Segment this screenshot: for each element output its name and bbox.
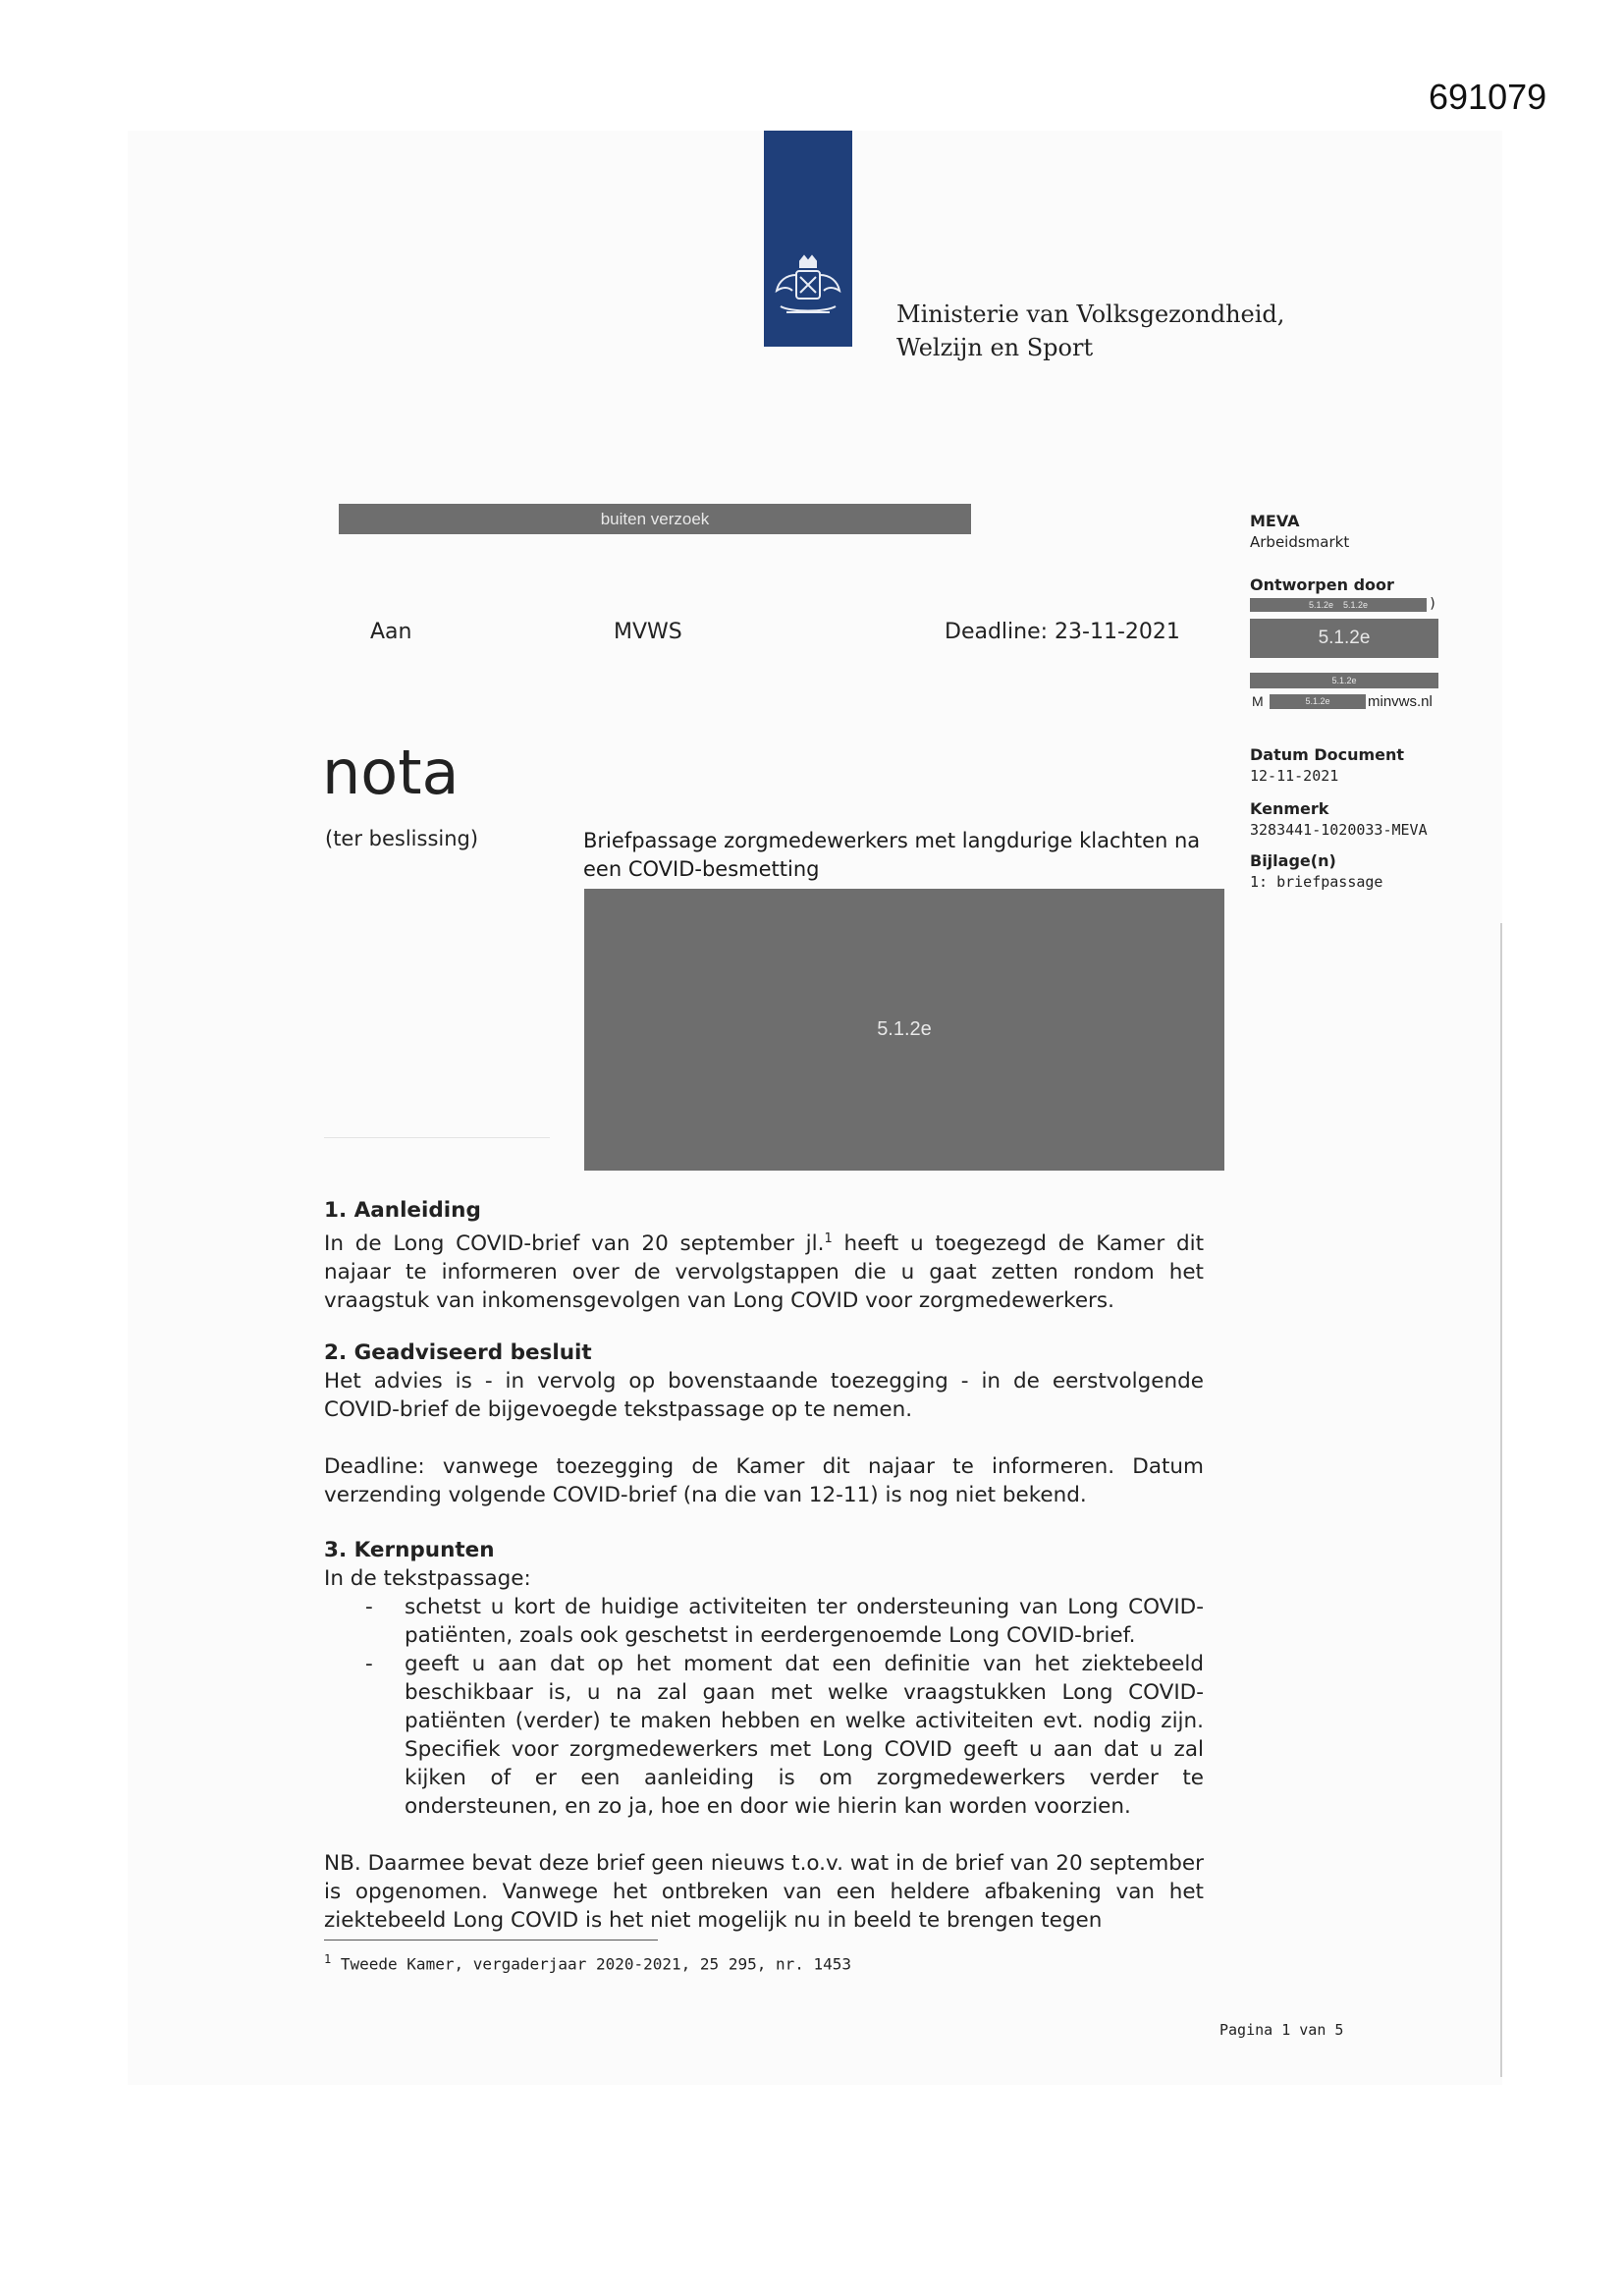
ministry-line-1: Ministerie van Volksgezondheid,	[896, 301, 1285, 328]
list-item: - geeft u aan dat op het moment dat een definitie van het ziektebeeld beschikbaar is, u na zal gaan met welke vraagstukken Long COVID-patiënten (verder) te maken hebben en welke activiteiten evt. nodig zijn. Specifiek voor zorgmedewerkers met Long COVID geeft u aan dat u zal kijken of er een aanleiding is om zorgmedewerkers verder te ondersteunen, en zo ja, hoe en door wie hierin kan worden voorzien.	[324, 1650, 1204, 1821]
aan-value: MVWS	[614, 620, 682, 644]
sidebar-paren: )	[1429, 596, 1437, 612]
document-number: 691079	[1429, 77, 1547, 117]
section-2-heading: 2. Geadviseerd besluit	[324, 1340, 592, 1365]
deadline: Deadline: 23-11-2021	[945, 620, 1180, 644]
section-2-paragraph-2: Deadline: vanwege toezegging de Kamer dit najaar te informeren. Datum verzending volgende COVID-brief (na die van 12-11) is nog niet bekend.	[324, 1454, 1204, 1507]
redaction-block: 5.1.2e	[584, 889, 1224, 1171]
sidebar-email-prefix: M	[1252, 693, 1264, 709]
sidebar-datum-label: Datum Document	[1250, 745, 1405, 764]
royal-crest-icon	[767, 253, 849, 328]
document-type: (ter beslissing)	[325, 827, 479, 850]
document-subject: Briefpassage zorgmedewerkers met langdurige klachten na een COVID-besmetting	[583, 829, 1201, 881]
section-3-heading: 3. Kernpunten	[324, 1538, 495, 1562]
sidebar-dept: MEVA	[1250, 512, 1300, 530]
sidebar-datum-value: 12-11-2021	[1250, 767, 1339, 785]
section-3-nb: NB. Daarmee bevat deze brief geen nieuws t.o.v. wat in de brief van 20 september is opgenomen. Vanwege het ontbreken van een heldere afbakening van het ziektebeeld Long COVID is het niet mogelijk nu in beeld te brengen tegen	[324, 1851, 1204, 1933]
section-aanleiding	[324, 1196, 1204, 1315]
document-title: nota	[322, 737, 460, 808]
footnote-ref: 1	[824, 1231, 833, 1246]
sidebar-kenmerk-value: 3283441-1020033-MEVA	[1250, 821, 1428, 839]
footnote: $^1$ Tweede Kamer, vergaderjaar 2020-2021, 25 295, nr. 1453	[324, 1952, 852, 1974]
list-item: - schetst u kort de huidige activiteiten ter ondersteuning van Long COVID-patiënten, zoals ook geschetst in eerdergenoemde Long COVID-brief.	[324, 1593, 1204, 1650]
sidebar-email-suffix: minvws.nl	[1368, 693, 1433, 710]
redaction-buiten-verzoek: buiten verzoek	[339, 504, 971, 534]
section-kernpunten	[324, 1536, 1204, 1935]
section-3-intro: In de tekstpassage:	[324, 1566, 531, 1591]
aan-label: Aan	[370, 620, 412, 644]
sidebar-ontworpen-label: Ontworpen door	[1250, 575, 1394, 594]
section-1-text: In de Long COVID-brief van 20 september jl.$^1$ heeft u toegezegd de Kamer dit najaar te informeren over de vervolgstappen die u gaat zetten rondom het vraagstuk van inkomensgevolgen van Long COVID voor zorgmedewerkers.	[324, 1231, 1204, 1314]
sidebar-bijlage-label: Bijlage(n)	[1250, 851, 1336, 870]
faint-divider	[324, 1137, 550, 1138]
kernpunten-list	[324, 1593, 1204, 1821]
sidebar-subdept: Arbeidsmarkt	[1250, 533, 1350, 551]
section-2-paragraph-1: Het advies is - in vervolg op bovenstaande toezegging - in de eerstvolgende COVID-brief de bijgevoegde tekstpassage op te nemen.	[324, 1369, 1204, 1422]
redaction-designer-2: 5.1.2e	[1250, 673, 1438, 688]
scan-edge-line	[1500, 923, 1502, 2077]
sidebar-kenmerk-label: Kenmerk	[1250, 799, 1329, 818]
page-number: Pagina 1 van 5	[1219, 2021, 1344, 2039]
section-1-heading: 1. Aanleiding	[324, 1198, 481, 1223]
redaction-designer-1: 5.1.2e 5.1.2e	[1250, 598, 1427, 612]
redaction-designer-name: 5.1.2e	[1250, 619, 1438, 658]
section-geadviseerd-besluit	[324, 1339, 1204, 1509]
redaction-email: 5.1.2e	[1270, 694, 1366, 709]
sidebar-bijlage-value: 1: briefpassage	[1250, 873, 1383, 891]
footnote-divider	[324, 1940, 658, 1941]
ministry-line-2: Welzijn en Sport	[896, 334, 1094, 361]
ministry-name	[896, 298, 1284, 364]
